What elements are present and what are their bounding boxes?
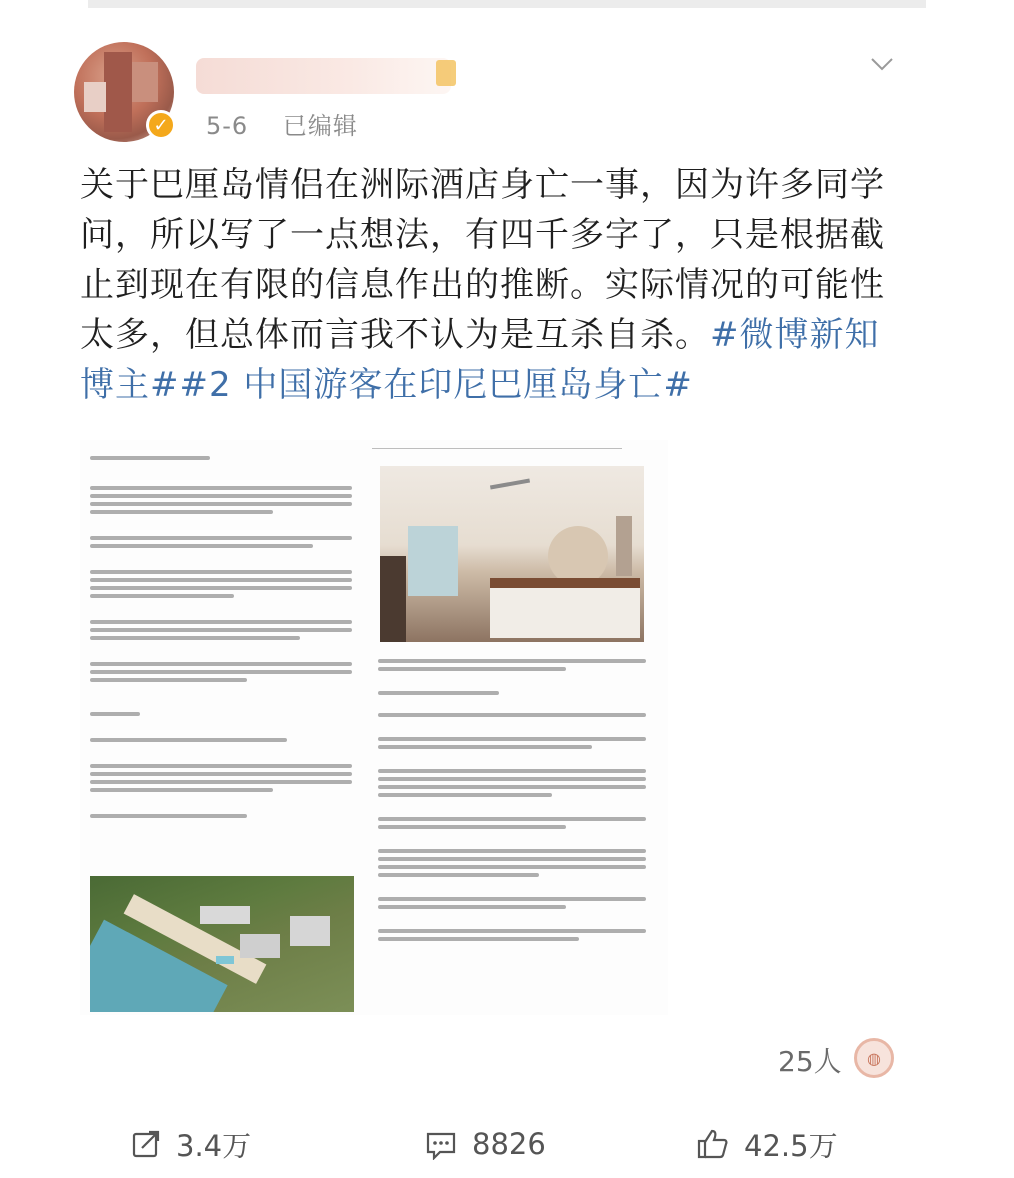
username-blurred[interactable]	[196, 58, 451, 94]
action-bar	[0, 1110, 1014, 1178]
document-right-column	[378, 655, 646, 1000]
post-date: 5-6	[206, 112, 249, 140]
verified-badge-icon: ✓	[146, 110, 176, 140]
comment-icon	[424, 1128, 458, 1160]
like-count: 42.5万	[744, 1128, 838, 1163]
post-body	[80, 160, 900, 410]
share-icon	[130, 1128, 162, 1160]
chevron-down-icon[interactable]	[868, 50, 896, 78]
resort-aerial-photo	[90, 876, 354, 1012]
post-meta	[206, 106, 384, 141]
post-image[interactable]	[80, 440, 668, 1015]
rank-icon	[436, 60, 456, 86]
reader-count[interactable]: 25人	[778, 1045, 842, 1078]
hotel-room-photo	[380, 466, 644, 642]
share-button[interactable]	[130, 1124, 251, 1164]
thumbs-up-icon	[696, 1127, 730, 1161]
topic-link-1[interactable]: #微博新知博主#	[80, 315, 880, 405]
reader-avatar-icon[interactable]: ◍	[854, 1038, 894, 1078]
share-count: 3.4万	[176, 1128, 252, 1163]
like-button[interactable]	[696, 1124, 838, 1164]
comment-count: 8826	[472, 1127, 546, 1161]
top-divider	[88, 0, 926, 8]
comment-button[interactable]	[424, 1124, 546, 1164]
document-left-column	[90, 452, 352, 867]
topic-link-2[interactable]: #2 中国游客在印尼巴厘岛身亡#	[179, 365, 693, 405]
edited-label[interactable]: 已编辑	[282, 112, 358, 140]
post-text-main: 关于巴厘岛情侣在洲际酒店身亡一事，因为许多同学问，所以写了一点想法，有四千多字了，只是根据截止到现在有限的信息作出的推断。实际情况的可能性太多，但总体而言我不认为是互杀自杀。	[80, 165, 885, 355]
document-rule	[372, 448, 622, 449]
